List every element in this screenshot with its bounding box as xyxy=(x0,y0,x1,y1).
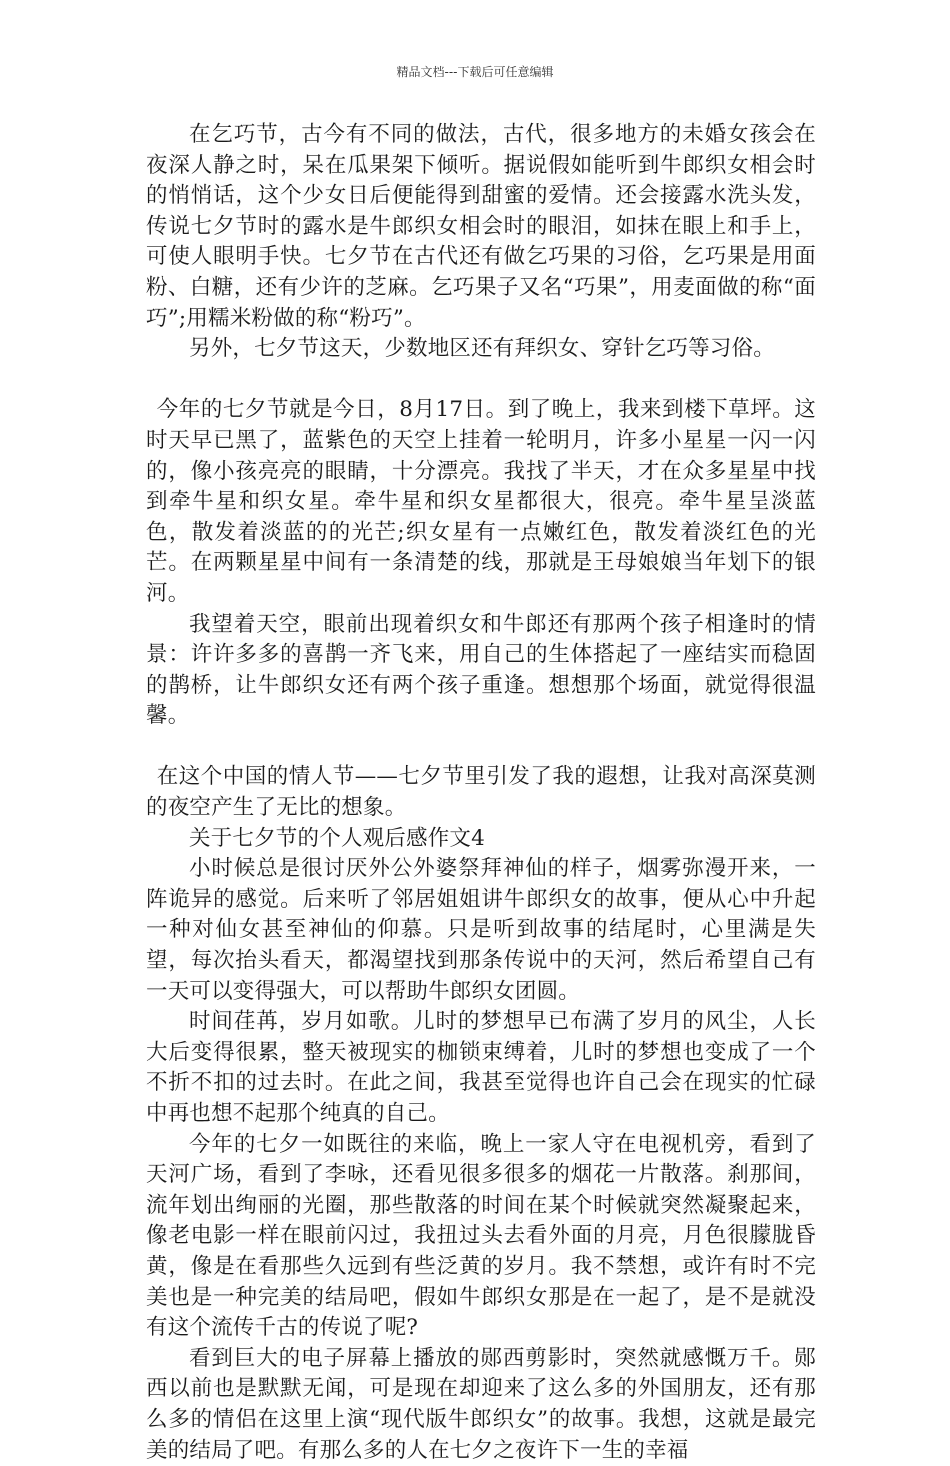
essay-title: 关于七夕节的个人观后感作文4 xyxy=(189,825,485,851)
paragraph-this-year: 今年的七夕一如既往的来临，晚上一家人守在电视机旁，看到了天河广场，看到了李咏，还看见很多很多的烟花一片散落。刹那间，流年划出绚丽的光圈，那些散落的时间在某个时候就突然凝聚起来，像老电影一样在眼前闪过，我扭过头去看外面的月亮，月色很朦胧昏黄，像是在看那些久远到有些泛黄的岁月。我不禁想，或许有时不完美也是一种完美的结局吧，假如牛郎织女那是在一起了，是不是就没有这个流传千古的传说了呢? xyxy=(146,1131,816,1341)
paragraph-childhood: 小时候总是很讨厌外公外婆祭拜神仙的样子，烟雾弥漫开来，一阵诡异的感觉。后来听了邻居姐姐讲牛郎织女的故事，便从心中升起一种对仙女甚至神仙的仰慕。只是听到故事的结尾时，心里满是失望，每次抬头看天，都渴望找到那条传说中的天河，然后希望自己有一天可以变得强大，可以帮助牛郎织女团圆。 xyxy=(146,856,816,1004)
paragraph-other-customs: 另外，七夕节这天，少数地区还有拜织女、穿针乞巧等习俗。 xyxy=(189,336,775,362)
paragraph-reverie: 在这个中国的情人节——七夕节里引发了我的遐想，让我对高深莫测的夜空产生了无比的想象。 xyxy=(146,764,816,821)
paragraph-qiqiao-customs: 在乞巧节，古今有不同的做法，古代，很多地方的未婚女孩会在夜深人静之时，呆在瓜果架下倾听。据说假如能听到牛郎织女相会时的悄悄话，这个少女日后便能得到甜蜜的爱情。还会接露水洗头发，传说七夕节时的露水是牛郎织女相会时的眼泪，如抹在眼上和手上，可使人眼明手快。七夕节在古代还有做乞巧果的习俗，乞巧果是用面粉、白糖，还有少许的芝麻。乞巧果子又名“巧果”，用麦面做的称“面巧”;用糯米粉做的称“粉巧”。 xyxy=(146,122,816,331)
paragraph-magpie-bridge: 我望着天空，眼前出现着织女和牛郎还有那两个孩子相逢时的情景：许许多多的喜鹊一齐飞来，用自己的生体搭起了一座结实而稳固的鹊桥，让牛郎织女还有两个孩子重逢。想想那个场面，就觉得很温馨。 xyxy=(146,611,816,729)
page-header: 精品文档---下载后可任意编辑 xyxy=(396,65,554,79)
document-body xyxy=(146,120,816,1466)
blank-line xyxy=(146,732,816,763)
paragraph-time-passes: 时间荏苒，岁月如歌。儿时的梦想早已布满了岁月的风尘，人长大后变得很累，整天被现实的枷锁束缚着，儿时的梦想也变成了一个不折不扣的过去时。在此之间，我甚至觉得也许自己会在现实的忙碌中再也想不起那个纯真的自己。 xyxy=(146,1009,816,1126)
paragraph-screen: 看到巨大的电子屏幕上播放的郧西剪影时，突然就感慨万千。郧西以前也是默默无闻，可是现在却迎来了这么多的外国朋友，还有那么多的情侣在这里上演“现代版牛郎织女”的故事。我想，这就是最完美的结局了吧。有那么多的人在七夕之夜许下一生的幸福 xyxy=(146,1345,816,1463)
paragraph-tonight-stars: 今年的七夕节就是今日，8月17日。到了晚上，我来到楼下草坪。这时天早已黑了，蓝紫色的天空上挂着一轮明月，许多小星星一闪一闪的，像小孩亮亮的眼睛，十分漂亮。我找了半天，才在众多星星中找到牵牛星和织女星。牵牛星和织女星都很大，很亮。牵牛星呈淡蓝色，散发着淡蓝的的光芒;织女星有一点嫩红色，散发着淡红色的光芒。在两颗星星中间有一条清楚的线，那就是王母娘娘当年划下的银河。 xyxy=(146,397,816,606)
blank-line xyxy=(146,365,816,396)
